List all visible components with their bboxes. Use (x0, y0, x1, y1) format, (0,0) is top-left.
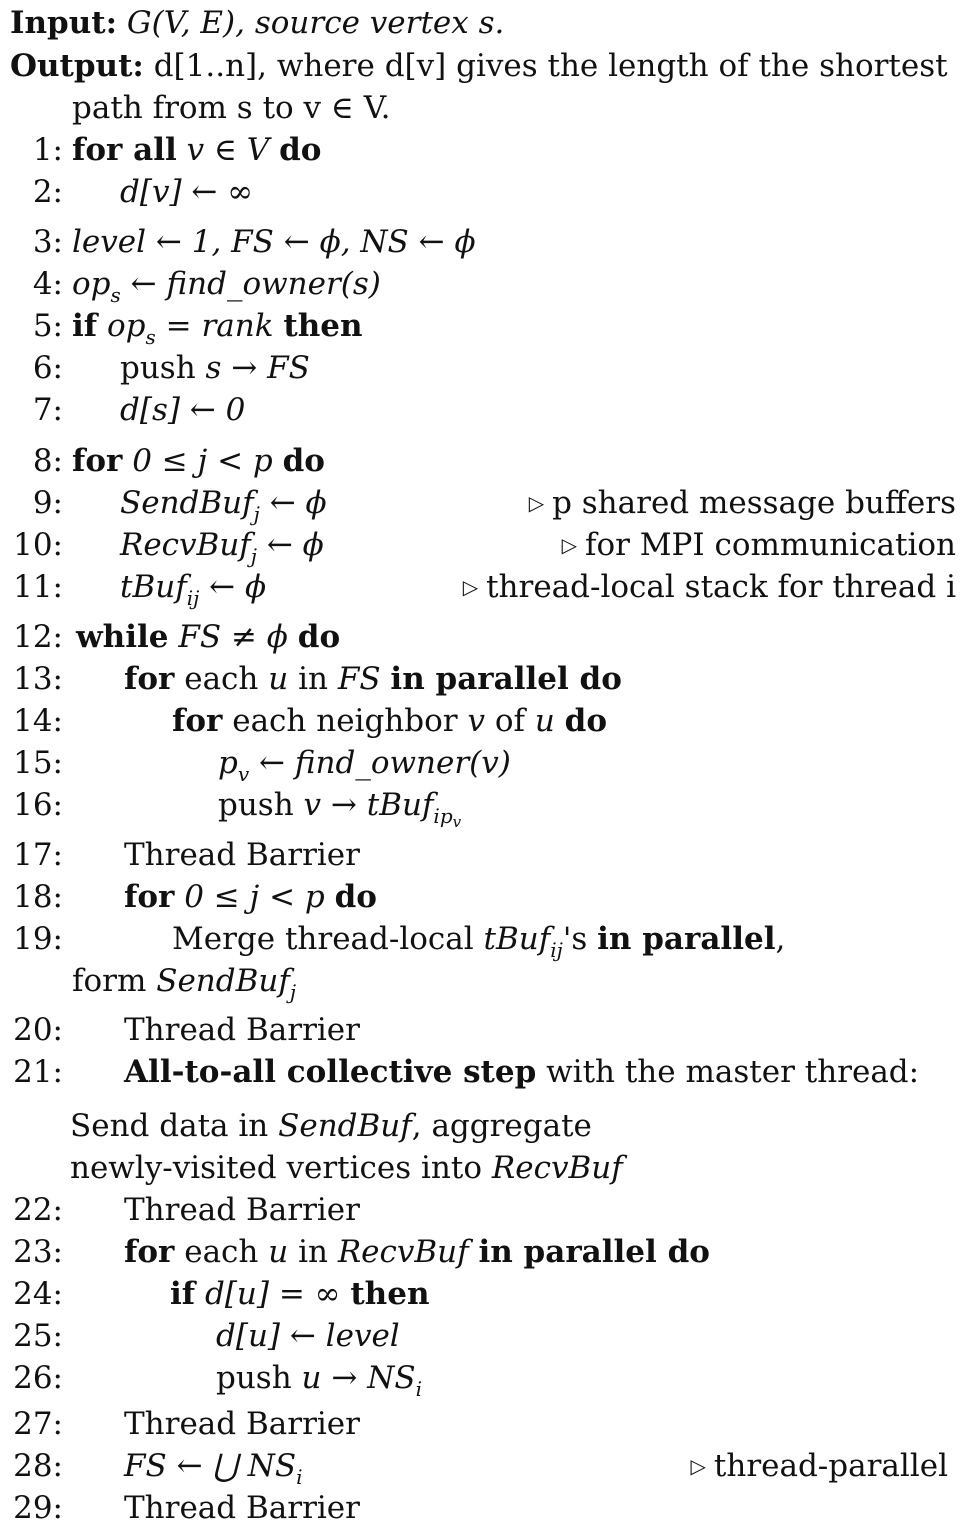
math: ← find_owner(s) (130, 266, 381, 302)
line-number: 24: (13, 1276, 63, 1312)
line-number: 12: (13, 619, 63, 655)
line-number: 1: (32, 132, 63, 168)
line-number: 10: (13, 527, 63, 563)
keyword: do (334, 879, 377, 915)
comment (562, 525, 956, 570)
math: u → NS (301, 1360, 416, 1396)
line-number: 4: (32, 266, 63, 302)
comment (691, 1446, 949, 1491)
output-cont-text: path from s to v ∈ V. (72, 90, 391, 126)
math: p (218, 745, 238, 781)
math: FS ≠ ϕ (178, 619, 288, 655)
math: 0 ≤ j < p (132, 443, 273, 479)
keyword: do (279, 132, 322, 168)
line-number: 26: (13, 1360, 63, 1396)
text: each (184, 661, 259, 697)
line-number: 19: (13, 921, 63, 957)
line-number: 2: (32, 174, 63, 210)
comment-triangle-icon: ▷ (561, 533, 577, 557)
output-line (10, 46, 948, 88)
math: ← ϕ (209, 569, 267, 605)
subscript: v (452, 813, 462, 831)
math: FS (337, 661, 381, 697)
input-label: Input: (10, 5, 118, 41)
math: RecvBuf (337, 1234, 469, 1270)
comment-text: p shared message buffers (552, 485, 956, 521)
line-number: 20: (13, 1012, 63, 1048)
text: each (184, 1234, 259, 1270)
math: RecvBuf (491, 1150, 623, 1186)
math: v (467, 703, 485, 739)
subscript: ij (186, 586, 200, 610)
subscript: s (110, 283, 121, 307)
subscript: j (289, 980, 297, 1004)
line-number: 17: (13, 837, 63, 873)
keyword: do (564, 703, 608, 739)
text: newly-visited vertices into (70, 1150, 483, 1186)
keyword: do (297, 619, 341, 655)
text: form (72, 963, 147, 999)
text: , (775, 921, 786, 957)
comment-text: thread-parallel (713, 1448, 948, 1484)
keyword: in parallel do (478, 1234, 710, 1270)
line-number: 14: (13, 703, 63, 739)
math: op (72, 266, 111, 302)
keyword: do (282, 443, 325, 479)
comment (529, 483, 956, 528)
math: s → FS (205, 350, 310, 386)
comment-triangle-icon: ▷ (528, 491, 545, 515)
math: level ← 1, FS ← ϕ, NS ← ϕ (72, 224, 476, 260)
text: push (120, 350, 196, 386)
line-number: 8: (32, 443, 63, 479)
math: op (106, 308, 146, 344)
line-number: 16: (13, 787, 63, 823)
line-number: 23: (13, 1234, 63, 1270)
keyword: All-to-all collective step (124, 1054, 537, 1090)
comment-triangle-icon: ▷ (462, 575, 479, 599)
text: Thread Barrier (124, 1406, 360, 1442)
math: SendBuf (120, 485, 254, 521)
comment-triangle-icon: ▷ (690, 1454, 706, 1478)
subscript: i (415, 1377, 422, 1401)
comment-text: for MPI communication (584, 527, 956, 563)
line-number: 7: (32, 392, 63, 428)
keyword: if (170, 1276, 196, 1312)
line-number: 6: (32, 350, 63, 386)
line-number: 22: (13, 1192, 63, 1228)
keyword: for (172, 703, 223, 739)
math: u (268, 1234, 289, 1270)
math: ← ϕ (269, 485, 327, 521)
keyword: for (124, 661, 175, 697)
math: 0 ≤ j < p (184, 879, 325, 915)
text: push (216, 1360, 292, 1396)
text: in (298, 1234, 328, 1270)
text: push (218, 787, 294, 823)
line-number: 11: (13, 569, 63, 605)
keyword: then (283, 308, 363, 344)
math: d[v] ← ∞ (120, 174, 254, 210)
input-line (10, 3, 504, 45)
output-continuation (72, 88, 391, 130)
keyword: if (72, 308, 98, 344)
math: v ∈ V (186, 132, 270, 168)
math: tBuf (483, 921, 551, 957)
line-number: 15: (13, 745, 63, 781)
keyword: for all (72, 132, 177, 168)
keyword: then (350, 1276, 430, 1312)
line-number: 25: (13, 1318, 63, 1354)
math: FS ← ⋃ NS (124, 1448, 297, 1484)
text: Thread Barrier (124, 837, 360, 873)
line-number: 5: (32, 308, 63, 344)
output-text: d[1..n], where d[v] gives the length of the shortest (153, 48, 948, 84)
text: Thread Barrier (124, 1192, 360, 1228)
text: each neighbor (232, 703, 458, 739)
line-number: 29: (13, 1490, 63, 1526)
subscript: ip (433, 804, 453, 828)
line-number: 28: (13, 1448, 63, 1484)
line-number: 18: (13, 879, 63, 915)
math: d[s] ← 0 (120, 392, 246, 428)
line-number: 21: (13, 1054, 63, 1090)
subscript: i (296, 1465, 303, 1489)
line-number: 3: (32, 224, 63, 260)
math: = rank (165, 308, 274, 344)
math: SendBuf (156, 963, 290, 999)
line-number: 27: (13, 1406, 63, 1442)
text: Thread Barrier (124, 1490, 360, 1526)
math: u (268, 661, 289, 697)
comment-text: thread-local stack for thread i (486, 569, 956, 605)
math: tBuf (120, 569, 187, 605)
subscript: s (145, 325, 156, 349)
math: d[u] ← level (216, 1318, 400, 1354)
subscript: j (253, 502, 260, 526)
math: u (534, 703, 555, 739)
keyword: for (124, 1234, 175, 1270)
text: Thread Barrier (124, 1012, 360, 1048)
math: ← find_owner(v) (259, 745, 511, 781)
keyword: in parallel do (390, 661, 622, 697)
line-number: 9: (32, 485, 63, 521)
subscript: ij (550, 938, 563, 962)
math: v → tBuf (303, 787, 434, 823)
text: in (298, 661, 328, 697)
keyword: in parallel (597, 921, 776, 957)
text: with the master thread: (546, 1054, 920, 1090)
math: d[u] = ∞ (204, 1276, 341, 1312)
output-label: Output: (10, 48, 144, 84)
text: of (494, 703, 525, 739)
input-text: G(V, E), source vertex s. (126, 5, 505, 41)
subscript: j (250, 544, 257, 568)
keyword: for (72, 443, 123, 479)
line-number: 13: (13, 661, 63, 697)
text: Merge thread-local (172, 921, 474, 957)
math: SendBuf (278, 1108, 412, 1144)
comment (463, 567, 956, 612)
math: ← ϕ (266, 527, 324, 563)
keyword: for (124, 879, 175, 915)
math: RecvBuf (120, 527, 251, 563)
text: , aggregate (411, 1108, 592, 1144)
subscript: v (237, 762, 250, 786)
text: 's (562, 921, 588, 957)
keyword: while (76, 619, 169, 655)
text: Send data in (70, 1108, 269, 1144)
